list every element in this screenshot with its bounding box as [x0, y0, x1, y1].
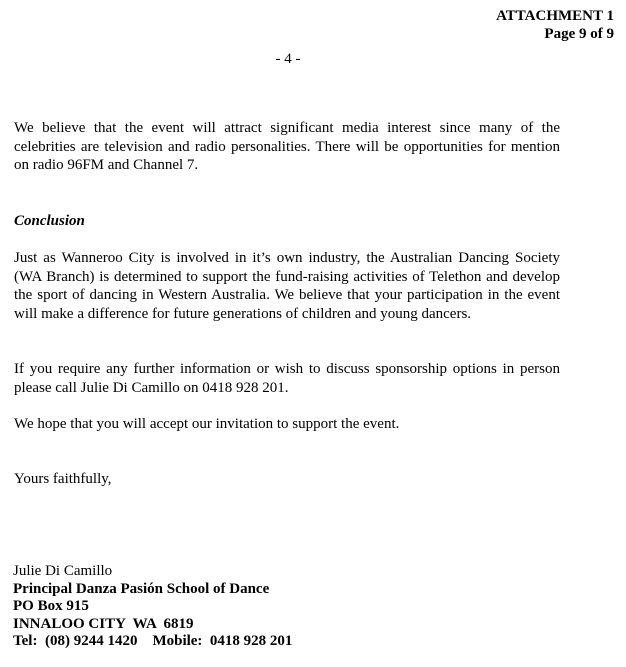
conclusion-paragraph: Just as Wanneroo City is involved in it’s own industry, the Australian Dancing Society (WA Branch) is determined to support the fund-raising activities of Telethon and develop the sport of dancing in Western Australia. We believe that your participation in the event will make a difference for future generations of children and young dancers.	[14, 250, 560, 322]
page-marker: - 4 -	[275, 51, 301, 67]
closing-salutation: Yours faithfully,	[14, 471, 112, 487]
media-paragraph: We believe that the event will attract significant media interest since many of the celebrities are television and radio personalities. There will be opportunities for mention on radio 96FM and Channel 7.	[14, 120, 560, 173]
contact-paragraph: If you require any further information or wish to discuss sponsorship options in person please call Julie Di Camillo on 0418 928 201.	[14, 361, 560, 396]
signature-block	[13, 563, 292, 651]
phone-numbers: Tel: (08) 9244 1420 Mobile: 0418 928 201	[13, 633, 293, 649]
attachment-header	[496, 7, 614, 43]
page-count: Page 9 of 9	[544, 26, 614, 42]
attachment-label: ATTACHMENT 1	[496, 8, 614, 24]
signatory-title: Principal Danza Pasión School of Dance	[13, 580, 270, 597]
signatory-name: Julie Di Camillo	[13, 563, 113, 579]
po-box: PO Box 915	[13, 598, 89, 614]
suburb-postcode: INNALOO CITY WA 6819	[13, 615, 194, 632]
conclusion-heading: Conclusion	[14, 213, 85, 229]
hope-paragraph: We hope that you will accept our invitation to support the event.	[14, 416, 400, 432]
